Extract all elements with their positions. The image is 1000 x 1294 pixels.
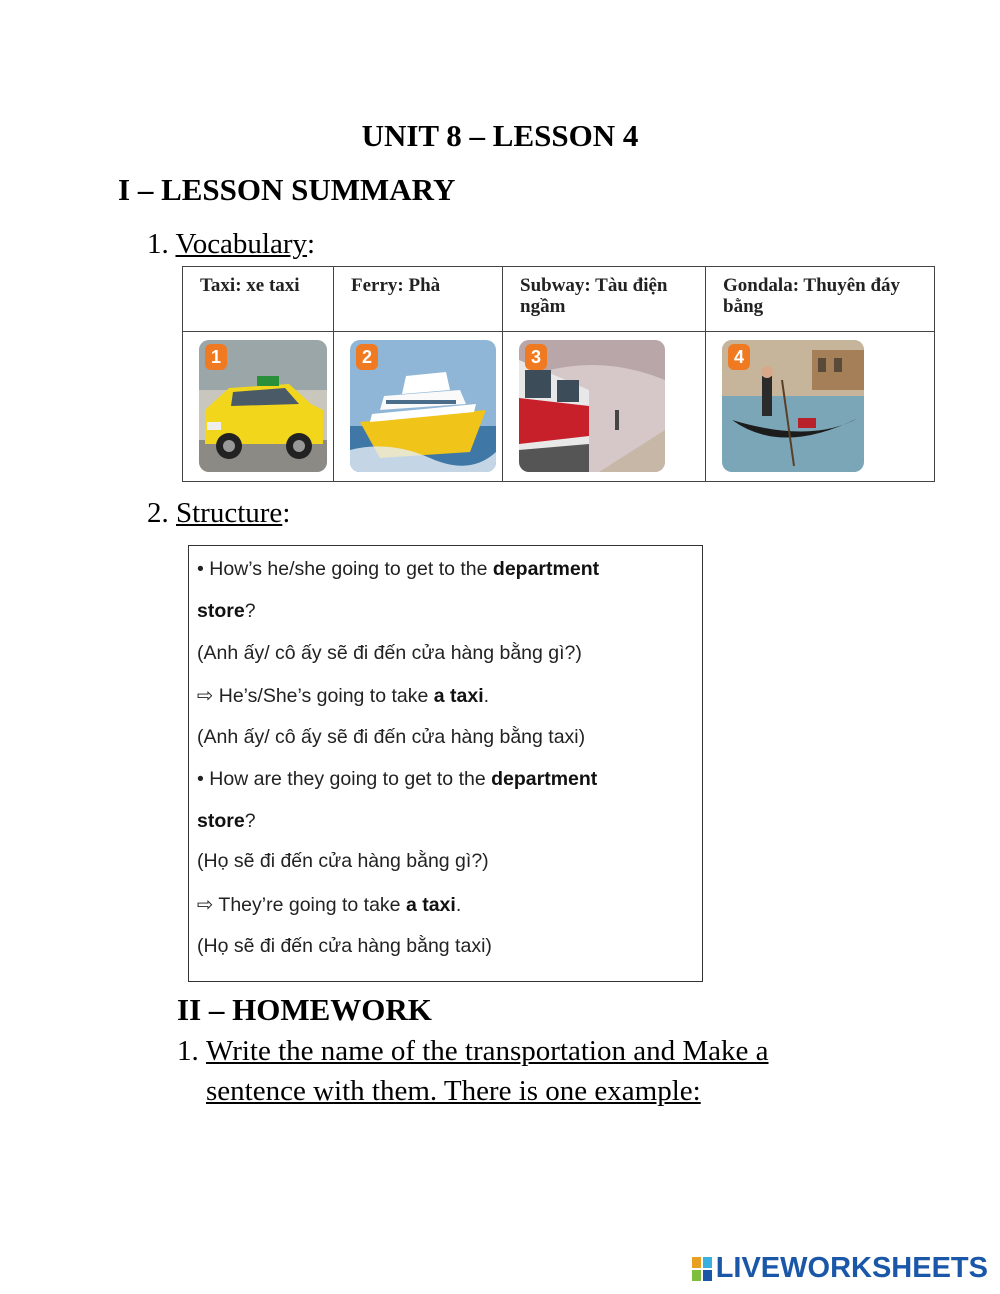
homework-number: 1. — [177, 1035, 199, 1067]
vocab-text-taxi: Taxi: xe taxi — [200, 275, 300, 296]
gondola-photo — [722, 340, 864, 472]
vocab-pic-cell-taxi — [183, 332, 334, 482]
ferry-photo — [350, 340, 496, 472]
vocab-cell-gondola — [706, 267, 935, 332]
section-title-homework: II – HOMEWORK — [177, 992, 432, 1027]
vocabulary-table — [182, 266, 935, 482]
vocab-text-ferry: Ferry: Phà — [351, 275, 441, 296]
badge-2: 2 — [356, 344, 378, 370]
liveworksheets-logo[interactable] — [692, 1252, 988, 1285]
homework-instruction-line-1 — [206, 1035, 769, 1068]
q1-prefix: • How’s he/she going to get to the — [197, 558, 493, 580]
homework-instruction-line-2 — [206, 1075, 701, 1108]
vocab-cell-ferry — [334, 267, 503, 332]
structure-label: Structure — [176, 497, 283, 529]
q1b-bold: store — [197, 600, 245, 622]
badge-4: 4 — [728, 344, 750, 370]
structure-number: 2. — [147, 497, 169, 529]
a2-prefix: ⇨ They’re going to take — [197, 894, 406, 916]
taxi-photo — [199, 340, 327, 472]
structure-answer-2 — [197, 893, 461, 917]
vocabulary-header-row — [183, 267, 935, 332]
structure-question-2-vi: (Họ sẽ đi đến cửa hàng bằng gì?) — [197, 850, 489, 872]
q2-bold: department — [491, 768, 598, 790]
structure-question-2 — [197, 768, 597, 791]
vocab-pic-cell-gondola — [706, 332, 935, 482]
q2b-bold: store — [197, 810, 245, 832]
vocab-cell-taxi — [183, 267, 334, 332]
a2-suffix: . — [455, 894, 462, 916]
structure-answer-1-vi: (Anh ấy/ cô ấy sẽ đi đến cửa hàng bằng taxi) — [197, 726, 586, 748]
structure-box — [188, 545, 703, 982]
vocabulary-colon: : — [307, 228, 316, 260]
q1b-suffix: ? — [244, 600, 256, 622]
homework-line-1-text: Write the name of the transportation and Make a — [206, 1035, 769, 1067]
structure-heading — [147, 497, 290, 530]
vocabulary-label: Vocabulary — [175, 228, 308, 260]
badge-3: 3 — [525, 344, 547, 370]
structure-answer-1 — [197, 684, 489, 708]
q2-prefix: • How are they going to get to the — [197, 768, 492, 790]
structure-question-1-cont — [197, 600, 256, 623]
structure-answer-2-vi: (Họ sẽ đi đến cửa hàng bằng taxi) — [197, 935, 492, 957]
structure-question-1 — [197, 558, 599, 581]
vocab-text-gondola: Gondala: Thuyên đáy bằng — [723, 275, 901, 317]
badge-1: 1 — [205, 344, 227, 370]
structure-question-1-vi: (Anh ấy/ cô ấy sẽ đi đến cửa hàng bằng gì?) — [197, 642, 582, 664]
a1-prefix: ⇨ He’s/She’s going to take — [197, 685, 434, 707]
a1-bold: a taxi — [433, 685, 484, 707]
liveworksheets-logo-icon — [692, 1257, 712, 1281]
section-title-lesson-summary: I – LESSON SUMMARY — [118, 172, 456, 207]
vocab-cell-subway — [503, 267, 706, 332]
subway-photo — [519, 340, 665, 472]
vocab-pic-cell-subway — [503, 332, 706, 482]
homework-line-2-text: sentence with them. There is one example: — [206, 1075, 701, 1107]
unit-title: UNIT 8 – LESSON 4 — [361, 118, 639, 153]
vocab-text-subway: Subway: Tàu điện ngầm — [520, 275, 668, 317]
a2-bold: a taxi — [405, 894, 456, 916]
vocab-pic-cell-ferry — [334, 332, 503, 482]
vocabulary-number: 1. — [147, 228, 169, 260]
logo-text: LIVEWORKSHEETS — [715, 1252, 988, 1284]
q2b-suffix: ? — [244, 810, 256, 832]
a1-suffix: . — [483, 685, 490, 707]
q1-bold: department — [492, 558, 600, 580]
structure-question-2-cont — [197, 810, 256, 833]
vocabulary-heading — [147, 228, 315, 261]
vocabulary-picture-row — [183, 332, 935, 482]
structure-colon: : — [282, 497, 291, 529]
